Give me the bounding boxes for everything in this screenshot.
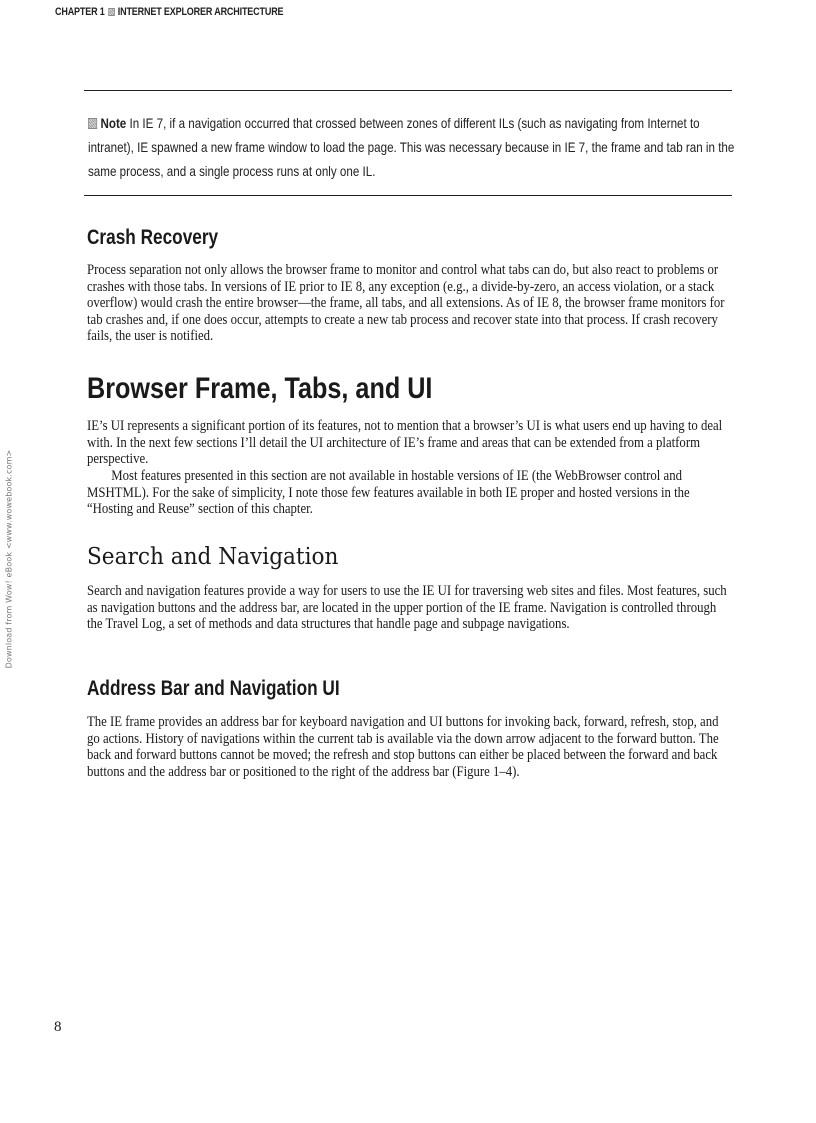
heading-crash-recovery: Crash Recovery — [87, 226, 219, 249]
heading-address-bar: Address Bar and Navigation UI — [87, 677, 340, 700]
note-square-icon — [88, 118, 97, 129]
page-number: 8 — [54, 1019, 62, 1035]
note-text: In IE 7, if a navigation occurred that crossed between zones of different ILs (such as navigating from Internet to intranet), IE spawned a new frame window to load the page. This was necessary because in IE 7, the frame and tab ran in the same process, and a single process runs at only one IL. — [88, 115, 735, 179]
running-head — [55, 6, 283, 18]
note-box — [88, 111, 735, 183]
square-bullet-icon — [108, 8, 115, 16]
download-watermark — [2, 439, 16, 679]
download-watermark-text: Download from Wow! eBook <www.wowebook.com> — [4, 449, 14, 669]
running-head-title: INTERNET EXPLORER ARCHITECTURE — [117, 6, 284, 18]
paragraph-browser-frame-1: IE’s UI represents a significant portion of its features, not to mention that a browser’s UI is what users end up having to deal with. In the next few sections I’ll detail the UI architecture of IE’s frame and areas that can be extended from a platform perspective. — [87, 418, 723, 468]
running-head-chapter: CHAPTER 1 — [55, 6, 105, 18]
note-top-rule — [84, 90, 732, 91]
paragraph-address-bar: The IE frame provides an address bar for keyboard navigation and UI buttons for invoking back, forward, refresh, stop, and go actions. History of navigations within the current tab is available via the down arrow adjacent to the forward button. The back and forward buttons cannot be moved; the refresh and stop buttons can either be placed between the forward and back buttons and the address bar or positioned to the right of the address bar (Figure 1–4). — [87, 714, 719, 780]
paragraph-crash-recovery: Process separation not only allows the browser frame to monitor and control what tabs can do, but also react to problems or crashes with those tabs. In versions of IE prior to IE 8, any exception (e.g., a divide-by-zero, an access violation, or a stack overflow) would crash the entire browser—the frame, all tabs, and all extensions. As of IE 8, the browser frame monitors for tab crashes and, if one does occur, attempts to create a new tab process and recover state into that process. If crash recovery fails, the user is notified. — [87, 262, 725, 345]
heading-browser-frame: Browser Frame, Tabs, and UI — [87, 372, 433, 405]
note-bottom-rule — [84, 195, 732, 196]
note-label: Note — [100, 115, 127, 131]
heading-search-navigation: Search and Navigation — [87, 544, 339, 570]
paragraph-search-navigation: Search and navigation features provide a way for users to use the IE UI for traversing web sites and files. Most features, such as navigation buttons and the address bar, are located in the upper portion of the IE frame. Navigation is controlled through the Travel Log, a set of methods and data structures that handle page and subpage navigations. — [87, 583, 727, 633]
paragraph-browser-frame-2: Most features presented in this section are not available in hostable versions of IE (the WebBrowser control and MSHTML). For the sake of simplicity, I note those few features available in both IE proper and hosted versions in the “Hosting and Reuse” section of this chapter. — [87, 468, 690, 518]
